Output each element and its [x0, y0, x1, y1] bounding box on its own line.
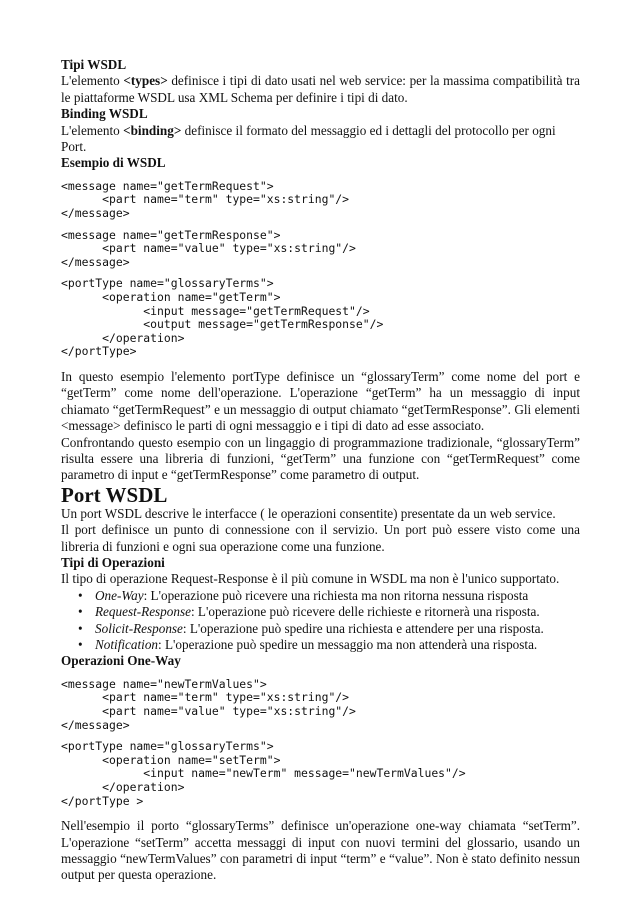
- list-item: [61, 588, 580, 604]
- paragraph-text: definisce i tipi di dato usati nel web service: per la massima compatibilità tra le piattaforme WSDL usa XML Schema per definire i tipi di dato.: [61, 73, 580, 105]
- section-title-operazioni-one-way: Operazioni One-Way: [61, 653, 181, 669]
- paragraph-text: L'elemento: [61, 73, 124, 89]
- types-tag: <types>: [123, 73, 168, 89]
- code-block-get-term-request: <message name="getTermRequest"> <part name="term" type="xs:string"/> </message>: [61, 178, 350, 221]
- paragraph-tipi-wsdl: [61, 73, 580, 106]
- paragraph-port-line1: Un port WSDL descrive le interfacce ( le operazioni consentite) presentate da un web service.: [61, 505, 556, 521]
- section-title-binding-wsdl: Binding WSDL: [61, 106, 148, 122]
- list-item: [61, 604, 580, 620]
- operation-types-list: [61, 588, 580, 654]
- paragraph-port-line2: Il port definisce un punto di connessione con il servizio. Un port può essere visto come una libreria di funzioni e ogni sua operazione come una funzione.: [61, 522, 580, 554]
- bullet-icon: •: [78, 604, 83, 620]
- list-item: [61, 637, 580, 653]
- section-title-esempio-wsdl: Esempio di WSDL: [61, 155, 166, 171]
- operation-term: Notification: [95, 637, 159, 653]
- operation-desc: : L'operazione può ricevere una richiesta ma non ritorna nessuna risposta: [143, 587, 529, 603]
- code-block-new-term-values: <message name="newTermValues"> <part name="term" type="xs:string"/> <part name="value" type="xs:string"/> </message>: [61, 676, 356, 732]
- paragraph-operations-intro: Il tipo di operazione Request-Response è il più comune in WSDL ma non è l'unico supportato.: [61, 571, 560, 587]
- paragraph-text: L'elemento: [61, 122, 124, 138]
- section-title-tipi-wsdl: Tipi WSDL: [61, 57, 127, 72]
- paragraph-example-comparison: Confrontando questo esempio con un lingaggio di programmazione tradizionale, “glossaryTerm” risulta essere una libreria di funzioni, “getTerm” una funzione con “getTermRequest” come parametro di input e “getTermResponse” come parametro di output.: [61, 434, 580, 483]
- operation-desc: : L'operazione può spedire una richiesta e attendere per una risposta.: [182, 620, 544, 636]
- bullet-icon: •: [78, 587, 83, 603]
- code-block-port-type: <portType name="glossaryTerms"> <operation name="getTerm"> <input message="getTermRequest"/> <output message="getTermResponse"/> </operation> </portType>: [61, 276, 384, 359]
- operation-desc: : L'operazione può spedire un messaggio ma non attenderà una risposta.: [158, 637, 538, 653]
- paragraph-text: definisce il formato del messaggio ed i dettagli del protocollo per ogni Port.: [61, 122, 556, 155]
- operation-term: Request-Response: [95, 604, 191, 620]
- paragraph-one-way-explanation: Nell'esempio il porto “glossaryTerms” definisce un'operazione one-way chiamata “setTerm”. L'operazione “setTerm” accetta messaggi di input con nuovi termini del glossario, usando un messaggio “newTermValues” con parametri di input “term” e “value”. Non è stato definito nessun output per questa operazione.: [61, 818, 580, 883]
- list-item: [61, 621, 580, 637]
- paragraph-binding-wsdl: [61, 123, 580, 156]
- operation-term: One-Way: [95, 587, 144, 603]
- bullet-icon: •: [78, 620, 83, 636]
- code-block-get-term-response: <message name="getTermResponse"> <part name="value" type="xs:string"/> </message>: [61, 227, 356, 269]
- paragraph-example-explanation: In questo esempio l'elemento portType definisce un “glossaryTerm” come nome del port e “getTerm” come nome dell'operazione. L'operazione “getTerm” ha un messaggio di input chiamato “getTermRequest” e un messaggio di output chiamato “getTermResponse”. Gli elementi <message> definisco le parti di ogni messaggio e i tipi di dato ad esse associato.: [61, 368, 580, 434]
- binding-tag: <binding>: [123, 122, 182, 138]
- code-block-set-term-port-type: <portType name="glossaryTerms"> <operation name="setTerm"> <input name="newTerm" message="newTermValues"/> </operation> </portType >: [61, 739, 466, 808]
- bullet-icon: •: [78, 637, 83, 653]
- operation-term: Solicit-Response: [95, 620, 183, 636]
- heading-port-wsdl: Port WSDL: [61, 482, 168, 507]
- operation-desc: : L'operazione può ricevere delle richieste e ritornerà una risposta.: [190, 604, 540, 620]
- section-title-tipi-operazioni: Tipi di Operazioni: [61, 555, 165, 571]
